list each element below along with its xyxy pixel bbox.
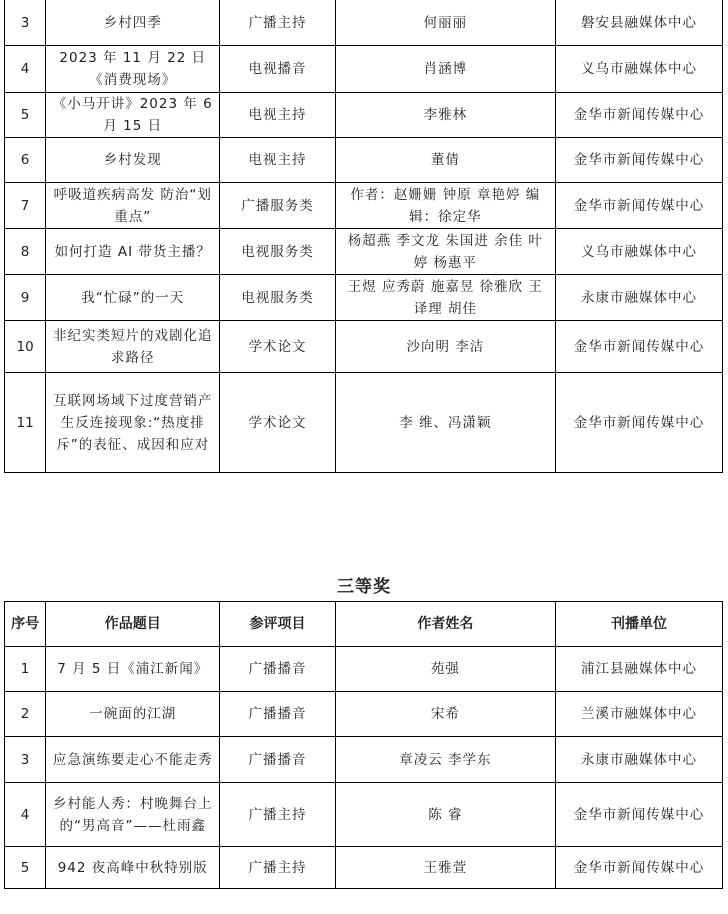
cell-authors: 何丽丽 [335, 0, 555, 46]
cell-category: 电视主持 [220, 93, 335, 138]
cell-unit: 金华市新闻传媒中心 [556, 183, 723, 229]
cell-category: 广播主持 [220, 847, 335, 889]
cell-no: 1 [5, 647, 46, 692]
table-row [5, 93, 723, 138]
header-unit: 刊播单位 [556, 602, 723, 647]
cell-authors: 作者：赵姗姗 钟原 章艳婷 编辑：徐定华 [335, 183, 555, 229]
cell-no: 9 [5, 275, 46, 321]
cell-no: 8 [5, 229, 46, 275]
table-row [5, 138, 723, 183]
cell-unit: 金华市新闻传媒中心 [556, 783, 723, 847]
cell-title: 我“忙碌”的一天 [46, 275, 220, 321]
cell-authors: 李 维、冯潇颖 [335, 373, 555, 473]
table-header-row [5, 602, 723, 647]
cell-category: 学术论文 [220, 321, 335, 373]
cell-category: 广播主持 [220, 0, 335, 46]
cell-title: 7 月 5 日《浦江新闻》 [46, 647, 220, 692]
table-row [5, 0, 723, 46]
cell-category: 广播播音 [220, 647, 335, 692]
cell-no: 3 [5, 737, 46, 783]
cell-no: 4 [5, 783, 46, 847]
cell-title: 2023 年 11 月 22 日《消费现场》 [46, 46, 220, 93]
cell-authors: 王雅萱 [335, 847, 555, 889]
cell-no: 4 [5, 46, 46, 93]
table-row [5, 373, 723, 473]
table-row [5, 275, 723, 321]
cell-title: 非纪实类短片的戏剧化追求路径 [46, 321, 220, 373]
table-row [5, 229, 723, 275]
cell-category: 电视服务类 [220, 275, 335, 321]
cell-category: 电视主持 [220, 138, 335, 183]
cell-title: 一碗面的江湖 [46, 692, 220, 737]
cell-category: 电视服务类 [220, 229, 335, 275]
table-row [5, 737, 723, 783]
cell-authors: 陈 睿 [335, 783, 555, 847]
cell-no: 7 [5, 183, 46, 229]
table-row [5, 183, 723, 229]
table-row [5, 321, 723, 373]
table-row [5, 692, 723, 737]
header-authors: 作者姓名 [335, 602, 555, 647]
cell-unit: 金华市新闻传媒中心 [556, 321, 723, 373]
header-category: 参评项目 [220, 602, 335, 647]
cell-category: 广播服务类 [220, 183, 335, 229]
cell-authors: 章凌云 李学东 [335, 737, 555, 783]
cell-no: 3 [5, 0, 46, 46]
cell-no: 5 [5, 847, 46, 889]
cell-category: 学术论文 [220, 373, 335, 473]
cell-category: 广播播音 [220, 737, 335, 783]
cell-category: 电视播音 [220, 46, 335, 93]
third-prize-heading: 三等奖 [337, 577, 391, 597]
cell-no: 5 [5, 93, 46, 138]
cell-title: 如何打造 AI 带货主播？ [46, 229, 220, 275]
cell-unit: 金华市新闻传媒中心 [556, 138, 723, 183]
cell-unit: 永康市融媒体中心 [556, 737, 723, 783]
table-row [5, 783, 723, 847]
cell-authors: 杨超燕 季文龙 朱国进 余佳 叶婷 杨惠平 [335, 229, 555, 275]
cell-title: 乡村发现 [46, 138, 220, 183]
cell-unit: 永康市融媒体中心 [556, 275, 723, 321]
cell-no: 11 [5, 373, 46, 473]
cell-authors: 李雅林 [335, 93, 555, 138]
cell-title: 呼吸道疾病高发 防治“划重点” [46, 183, 220, 229]
cell-title: 《小马开讲》2023 年 6 月 15 日 [46, 93, 220, 138]
cell-authors: 董倩 [335, 138, 555, 183]
table-row [5, 46, 723, 93]
cell-title: 应急演练要走心不能走秀 [46, 737, 220, 783]
cell-unit: 磐安县融媒体中心 [556, 0, 723, 46]
cell-title: 互联网场域下过度营销产生反连接现象:“热度排斥”的表征、成因和应对 [46, 373, 220, 473]
second-prize-table-continued [4, 0, 723, 473]
header-title: 作品题目 [46, 602, 220, 647]
cell-authors: 苑强 [335, 647, 555, 692]
cell-unit: 金华市新闻传媒中心 [556, 847, 723, 889]
cell-category: 广播播音 [220, 692, 335, 737]
cell-authors: 王煜 应秀蔚 施嘉昱 徐雅欣 王译理 胡佳 [335, 275, 555, 321]
cell-unit: 兰溪市融媒体中心 [556, 692, 723, 737]
cell-authors: 沙向明 李洁 [335, 321, 555, 373]
cell-unit: 金华市新闻传媒中心 [556, 93, 723, 138]
cell-no: 6 [5, 138, 46, 183]
cell-authors: 宋希 [335, 692, 555, 737]
cell-title: 乡村能人秀：村晚舞台上的“男高音”——杜雨鑫 [46, 783, 220, 847]
cell-title: 942 夜高峰中秋特别版 [46, 847, 220, 889]
cell-unit: 义乌市融媒体中心 [556, 229, 723, 275]
cell-no: 10 [5, 321, 46, 373]
cell-unit: 义乌市融媒体中心 [556, 46, 723, 93]
cell-no: 2 [5, 692, 46, 737]
header-no: 序号 [5, 602, 46, 647]
table-row [5, 847, 723, 889]
cell-category: 广播主持 [220, 783, 335, 847]
table-row [5, 647, 723, 692]
cell-unit: 浦江县融媒体中心 [556, 647, 723, 692]
third-prize-table [4, 601, 723, 889]
cell-title: 乡村四季 [46, 0, 220, 46]
cell-unit: 金华市新闻传媒中心 [556, 373, 723, 473]
cell-authors: 肖涵博 [335, 46, 555, 93]
